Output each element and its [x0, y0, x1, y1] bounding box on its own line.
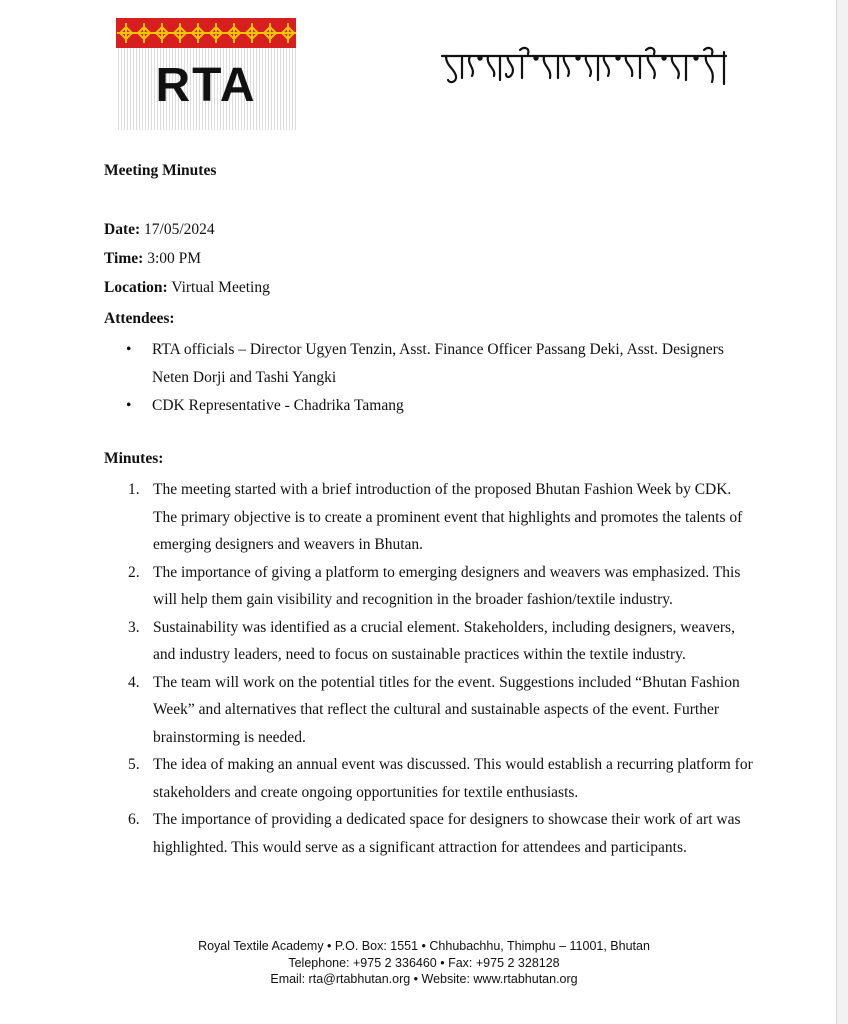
- date-label: Date:: [104, 221, 141, 238]
- footer-email-website: Email: rta@rtabhutan.org • Website: www.rtabhutan.org: [270, 972, 578, 986]
- attendee-text: CDK Representative - Chadrika Tamang: [152, 397, 404, 414]
- date-value: 17/05/2024: [144, 221, 215, 238]
- tibetan-script-drawing: [436, 42, 736, 92]
- minute-text: The importance of giving a platform to emerging designers and weavers was emphasized. This will help them gain visibility and recognition in the broader fashion/textile industry.: [153, 563, 741, 608]
- location-value: Virtual Meeting: [171, 279, 270, 296]
- list-item: [104, 806, 754, 861]
- minute-text: The idea of making an annual event was discussed. This would establish a recurring platform for stakeholders and create ongoing opportunities for textile enthusiasts.: [153, 756, 753, 801]
- date-line: [104, 221, 215, 239]
- location-line: [104, 279, 270, 297]
- list-item: [104, 559, 754, 614]
- attendees-heading: Attendees:: [104, 310, 175, 327]
- knot-motif-pattern: [116, 18, 296, 48]
- list-item: • CDK Representative - Chadrika Tamang: [126, 397, 404, 414]
- item-number: 3.: [128, 618, 140, 636]
- minutes-heading: Minutes:: [104, 450, 164, 467]
- document-title: Meeting Minutes: [104, 162, 217, 179]
- minute-text: The importance of providing a dedicated space for designers to showcase their work of art was highlighted. This would serve as a significant attraction for attendees and participants.: [153, 811, 741, 856]
- item-number: 4.: [128, 673, 140, 691]
- list-item: [104, 476, 754, 559]
- list-item: [104, 614, 754, 669]
- time-value: 3:00 PM: [147, 250, 202, 267]
- footer-address: Royal Textile Academy • P.O. Box: 1551 • Chhubachhu, Thimphu – 11001, Bhutan: [198, 939, 650, 953]
- minute-text: Sustainability was identified as a crucial element. Stakeholders, including designers, weavers, and industry leaders, need to focus on sustainable practices within the textile industry.: [153, 618, 735, 663]
- item-number: 1.: [128, 481, 140, 498]
- item-number: 2.: [128, 563, 140, 581]
- attendee-text: RTA officials – Director Ugyen Tenzin, Asst. Finance Officer Passang Deki, Asst. Designers Neten Dorji and Tashi Yangki: [152, 341, 724, 386]
- rta-logo: [116, 18, 296, 130]
- time-label: Time:: [104, 250, 144, 267]
- list-item: [104, 669, 754, 752]
- minutes-list: [104, 476, 754, 861]
- list-item: [104, 751, 754, 806]
- logo-pattern-band: [116, 18, 296, 48]
- time-line: [104, 250, 201, 268]
- minute-text: The meeting started with a brief introduction of the proposed Bhutan Fashion Week by CDK. The primary objective is to create a prominent event that highlights and promotes the talents of emerging designers and weavers in Bhutan.: [153, 481, 743, 553]
- item-number: 5.: [128, 756, 140, 773]
- location-label: Location:: [104, 279, 168, 296]
- list-item: • RTA officials – Director Ugyen Tenzin, Asst. Finance Officer Passang Deki, Asst. Designers Neten Dorji and Tashi Yangki: [126, 341, 724, 386]
- logo-text: RTA: [155, 59, 257, 112]
- footer-phone-fax: Telephone: +975 2 336460 • Fax: +975 2 328128: [288, 955, 560, 970]
- item-number: 6.: [128, 811, 140, 828]
- footer: [0, 938, 848, 988]
- tibetan-name-calligraphy: [436, 42, 736, 92]
- minute-text: The team will work on the potential titles for the event. Suggestions included “Bhutan Fashion Week” and alternatives that reflect the cultural and sustainable aspects of the event. Further brainstorming is needed.: [153, 673, 740, 746]
- attendees-list: [104, 336, 744, 420]
